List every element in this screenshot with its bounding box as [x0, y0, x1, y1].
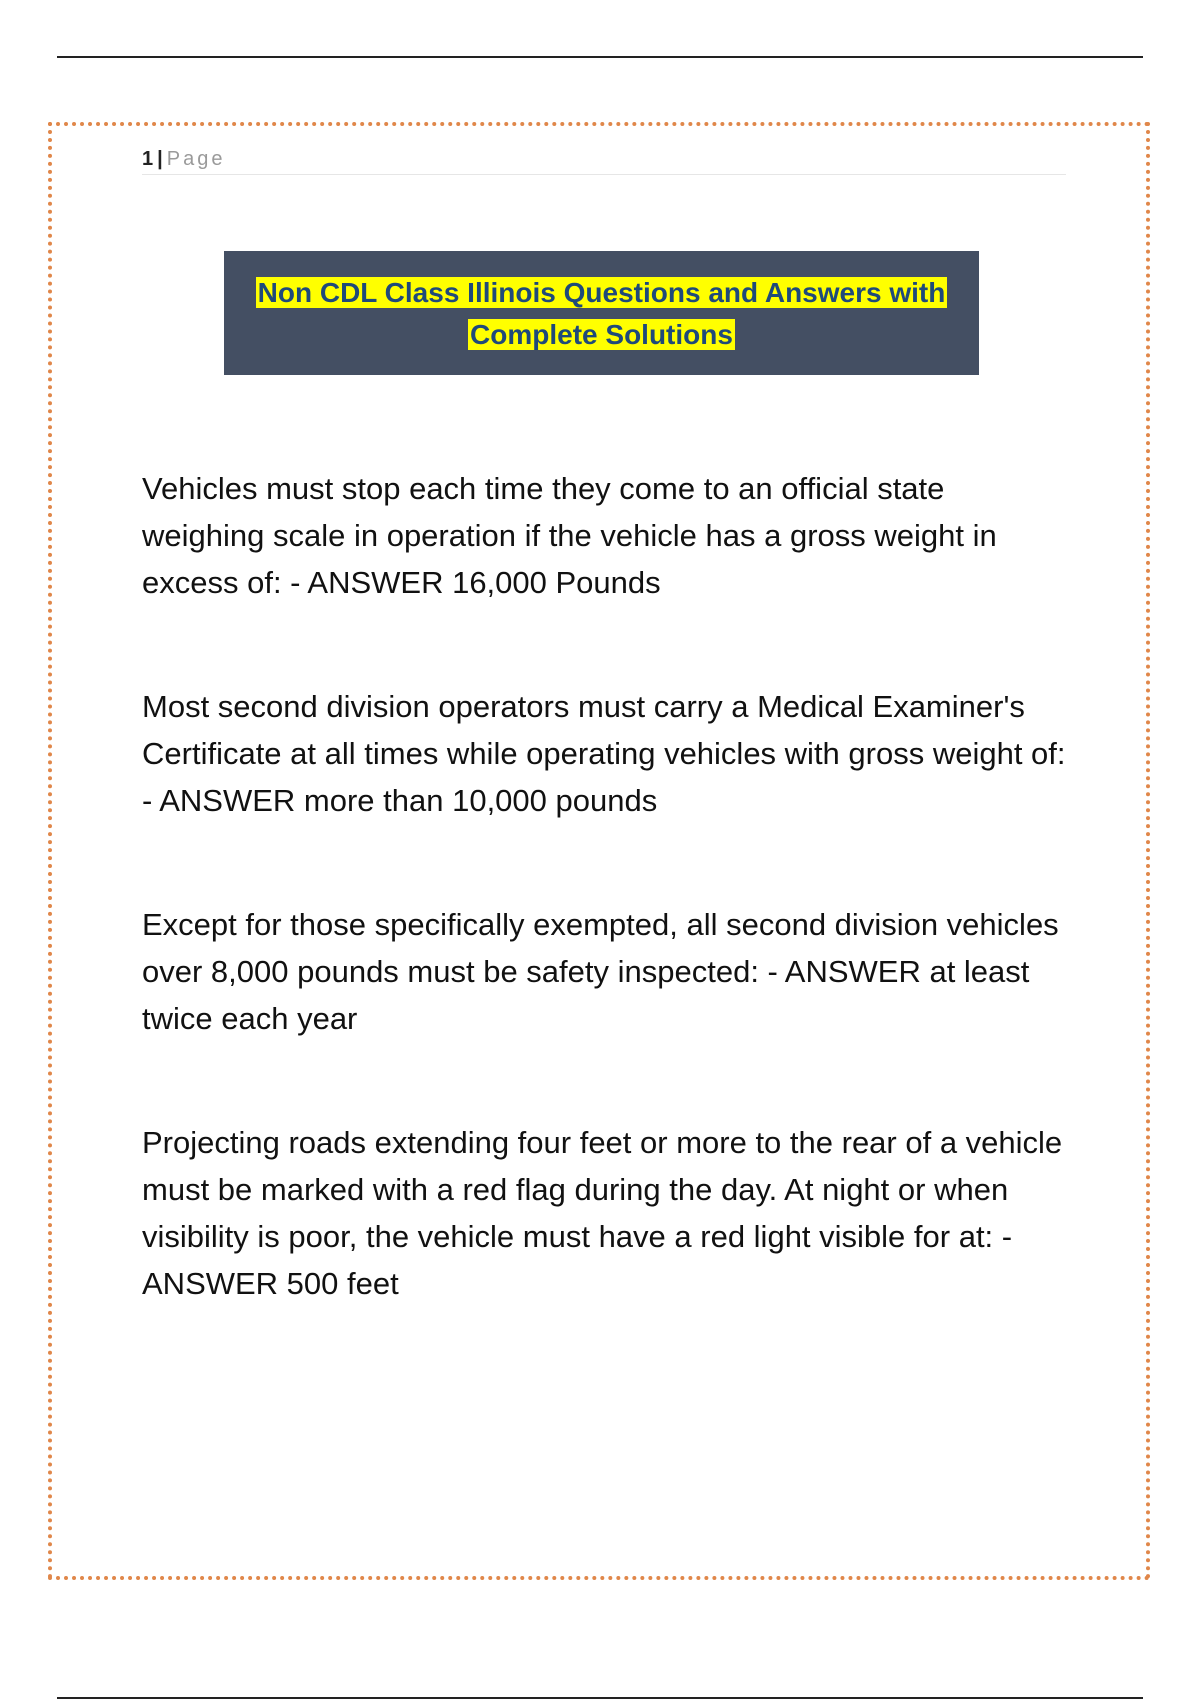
page-number: 1: [142, 148, 154, 170]
qa-item-1: Vehicles must stop each time they come to an official state weighing scale in operation if the vehicle has a gross weight in excess of: - ANSWER 16,000 Pounds: [142, 471, 997, 600]
document-title-banner: [224, 251, 979, 375]
qa-item-3: Except for those specifically exempted, all second division vehicles over 8,000 pounds must be safety inspected: - ANSWER at least twice each year: [142, 907, 1059, 1036]
page-number-header: [142, 144, 1066, 175]
qa-item-2: Most second division operators must carry a Medical Examiner's Certificate at all times while operating vehicles with gross weight of: - ANSWER more than 10,000 pounds: [142, 689, 1066, 818]
document-title-line-2: Complete Solutions: [470, 319, 733, 350]
qa-item-4: Projecting roads extending four feet or more to the rear of a vehicle must be marked with a red flag during the day. At night or when visibility is poor, the vehicle must have a red light visible for at: - ANSWER 500 feet: [142, 1125, 1063, 1301]
document-title-line-1: Non CDL Class Illinois Questions and Answers with: [257, 277, 946, 308]
top-rule: [57, 56, 1143, 58]
bottom-rule: [57, 1697, 1143, 1699]
page-label: Page: [166, 148, 226, 170]
page-separator: |: [157, 148, 163, 170]
